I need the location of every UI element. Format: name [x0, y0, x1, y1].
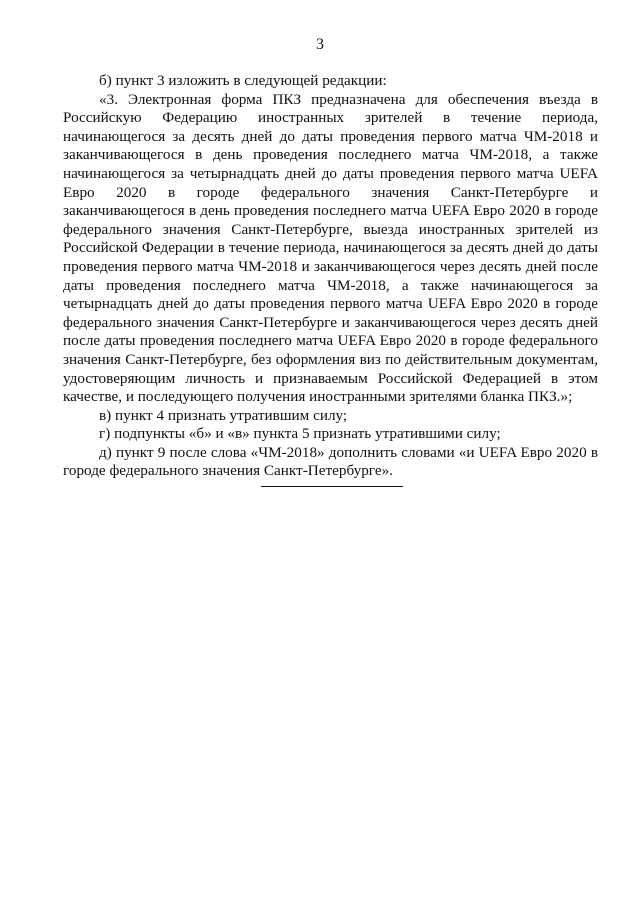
paragraph-amendment-b: б) пункт 3 изложить в следующей редакции:: [99, 72, 387, 89]
page-number: 3: [316, 36, 324, 53]
paragraph-amendment-d: д) пункт 9 после слова «ЧМ-2018» дополнить словами «и UEFA Евро 2020 в городе федерального значения Санкт-Петербурге».: [63, 443, 598, 480]
paragraph-point-3-text: «3. Электронная форма ПКЗ предназначена для обеспечения въезда в Российскую Федерацию иностранных зрителей в течение периода, начинающегося за десять дней до даты проведения первого матча ЧМ-2018 и заканчивающегося в день проведения последнего матча ЧМ-2018, а также начинающегося за четырнадцать дней до даты проведения первого матча UEFA Евро 2020 в городе федерального значения Санкт-Петербурге и заканчивающегося в день проведения последнего матча UEFA Евро 2020 в городе федерального значения Санкт-Петербурге, выезда иностранных зрителей из Российской Федерации в течение периода, начинающегося за десять дней до даты проведения первого матча ЧМ-2018 и заканчивающегося через десять дней после даты проведения последнего матча ЧМ-2018, а также начинающегося за четырнадцать дней до даты проведения первого матча UEFA Евро 2020 в городе федерального значения Санкт-Петербурге и заканчивающегося через десять дней после даты проведения последнего матча UEFA Евро 2020 в городе федерального значения Санкт-Петербурге, без оформления виз по действительным документам, удостоверяющим личность и признаваемым Российской Федерацией в этом качестве, и последующего получения иностранными зрителями бланка ПКЗ.»;: [63, 90, 598, 406]
document-body: [63, 72, 598, 481]
paragraph-amendment-g: г) подпункты «б» и «в» пункта 5 признать утратившими силу;: [99, 425, 501, 443]
closing-separator-line: [261, 486, 403, 487]
paragraph-amendment-v: в) пункт 4 признать утратившим силу;: [99, 406, 348, 424]
